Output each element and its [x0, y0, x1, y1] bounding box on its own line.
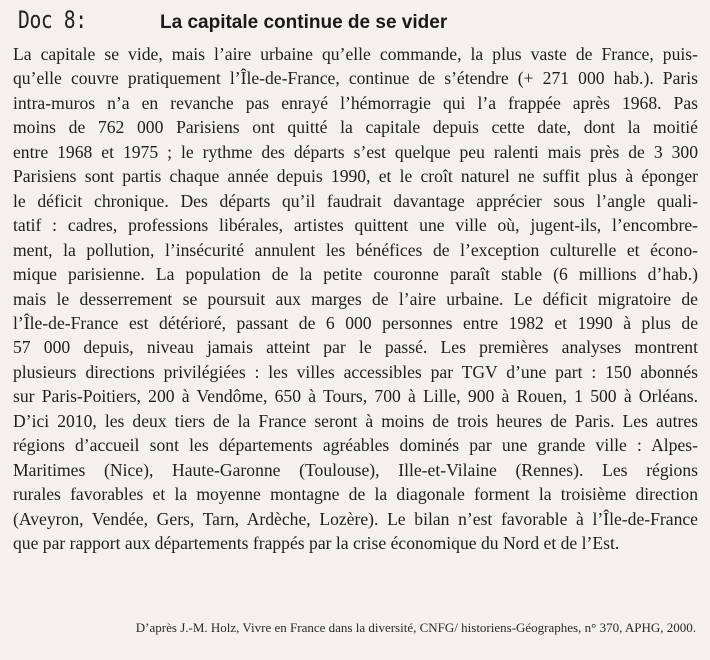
text-line: Parisiens sont partis chaque année depuis 1990, et le croît naturel ne suffit plus à éponger — [13, 166, 698, 187]
text-line: moins de 762 000 Parisiens ont quitté la capitale depuis cette date, dont la moitié — [13, 117, 698, 138]
text-line: 57 000 depuis, niveau jamais atteint par le passé. Les premières analyses montrent — [13, 337, 698, 358]
text-line: Maritimes (Nice), Haute-Garonne (Toulouse), Ille-et-Vilaine (Rennes). Les régions — [13, 459, 698, 480]
text-line: sur Paris-Poitiers, 200 à Vendôme, 650 à Tours, 700 à Lille, 900 à Rouen, 1 500 à Orléans. — [13, 386, 698, 407]
body-paragraph — [13, 42, 698, 556]
text-line: rurales favorables et la moyenne montagne de la diagonale forment la troisième direction — [13, 484, 698, 505]
text-line: intra-muros n’a en revanche pas enrayé l’hémorragie qui l’a frappée après 1968. Pas — [13, 92, 698, 113]
text-line: (Aveyron, Vendée, Gers, Tarn, Ardèche, Lozère). Le bilan n’est favorable à l’Île-de-France — [13, 508, 698, 529]
text-line: plusieurs directions privilégiées : les villes accessibles par TGV d’une part : 150 abonnés — [13, 361, 698, 382]
text-line: D’ici 2010, les deux tiers de la France seront à moins de trois heures de Paris. Les autres — [13, 410, 698, 431]
text-line: tatif : cadres, professions libérales, artistes quittent une ville où, jugent-ils, l’encombre- — [13, 215, 698, 236]
source-citation: D’après J.-M. Holz, Vivre en France dans la diversité, CNFG/ historiens-Géographes, n° 370, APHG, 2000. — [135, 620, 696, 635]
text-line: entre 1968 et 1975 ; le rythme des départs s’est quelque peu ralenti mais près de 3 300 — [13, 141, 698, 162]
text-line: La capitale se vide, mais l’aire urbaine qu’elle commande, la plus vaste de France, puis- — [13, 44, 698, 64]
text-line: ment, la pollution, l’insécurité annulent les bénéfices de l’exception culturelle et écono- — [13, 239, 698, 260]
text-line: régions d’accueil sont les départements agréables dominés par une grande ville : Alpes- — [13, 435, 698, 456]
text-line: mique parisienne. La population de la petite couronne paraît stable (6 millions d’hab.) — [13, 264, 698, 285]
document-title: La capitale continue de se vider — [160, 12, 448, 33]
text-line: le déficit chronique. Des départs qu’il faudrait davantage apprécier sous l’angle quali- — [13, 190, 698, 211]
text-line: que par rapport aux départements frappés par la crise économique du Nord et de l’Est. — [13, 533, 620, 554]
document-header — [18, 6, 698, 40]
text-line: l’Île-de-France est détérioré, passant de 6 000 personnes entre 1982 et 1990 à plus de — [13, 312, 698, 333]
text-line: qu’elle couvre pratiquement l’Île-de-France, continue de s’étendre (+ 271 000 hab.). Paris — [13, 68, 698, 89]
doc-number-label: Doc 8: — [18, 6, 87, 34]
text-line: mais le desserrement se poursuit aux marges de l’aire urbaine. Le déficit migratoire de — [13, 288, 698, 309]
